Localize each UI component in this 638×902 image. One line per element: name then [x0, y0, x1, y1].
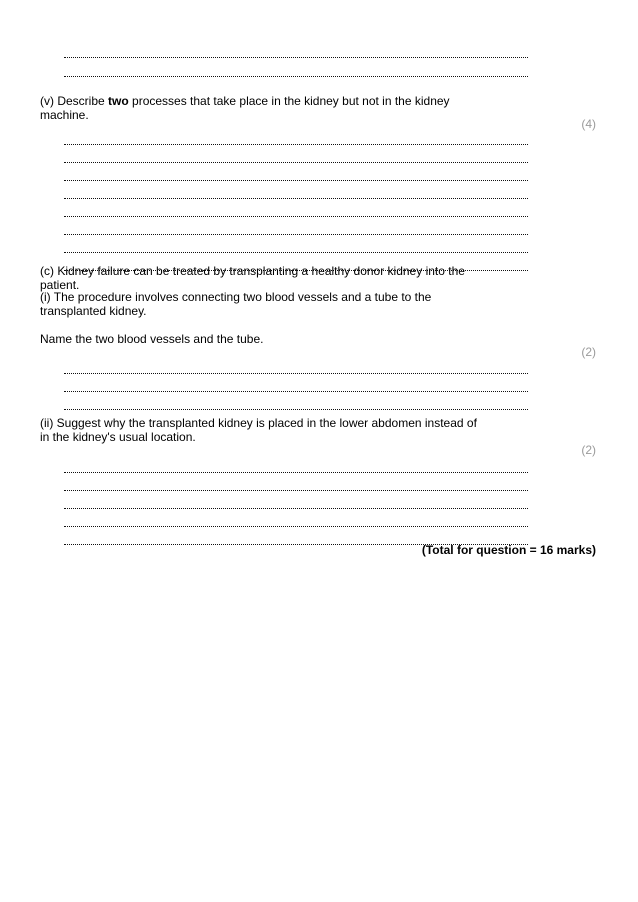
answer-line[interactable] [64, 463, 528, 473]
answer-line[interactable] [64, 189, 528, 199]
answer-line[interactable] [64, 207, 528, 217]
question-part-v [40, 94, 480, 122]
question-c-intro: (c) Kidney failure can be treated by transplanting a healthy donor kidney into the patient. [40, 264, 465, 292]
answer-line[interactable] [64, 135, 528, 145]
answer-line[interactable] [64, 499, 528, 509]
answer-line[interactable] [64, 67, 528, 77]
answer-line[interactable] [64, 481, 528, 491]
marks-c-i: (2) [581, 345, 596, 359]
answer-line[interactable] [64, 225, 528, 235]
question-v-suffix: processes that take place in the kidney but not in the kidney machine. [40, 94, 450, 122]
question-v-prefix: (v) Describe [40, 94, 109, 108]
answer-line[interactable] [64, 243, 528, 253]
marks-v: (4) [581, 117, 596, 131]
question-c-i-question: Name the two blood vessels and the tube. [40, 332, 264, 346]
answer-line[interactable] [64, 382, 528, 392]
marks-c-ii: (2) [581, 443, 596, 457]
answer-line[interactable] [64, 171, 528, 181]
question-c-ii-text: (ii) Suggest why the transplanted kidney is placed in the lower abdomen instead of in the kidney's usual location. [40, 416, 477, 444]
answer-line[interactable] [64, 517, 528, 527]
answer-line[interactable] [64, 364, 528, 374]
question-v-bold: two [108, 94, 129, 108]
question-c-i-text: (i) The procedure involves connecting two blood vessels and a tube to the transplanted kidney. [40, 290, 432, 318]
answer-line[interactable] [64, 400, 528, 410]
total-marks: (Total for question = 16 marks) [421, 543, 596, 557]
answer-line[interactable] [64, 153, 528, 163]
answer-line[interactable] [64, 48, 528, 58]
